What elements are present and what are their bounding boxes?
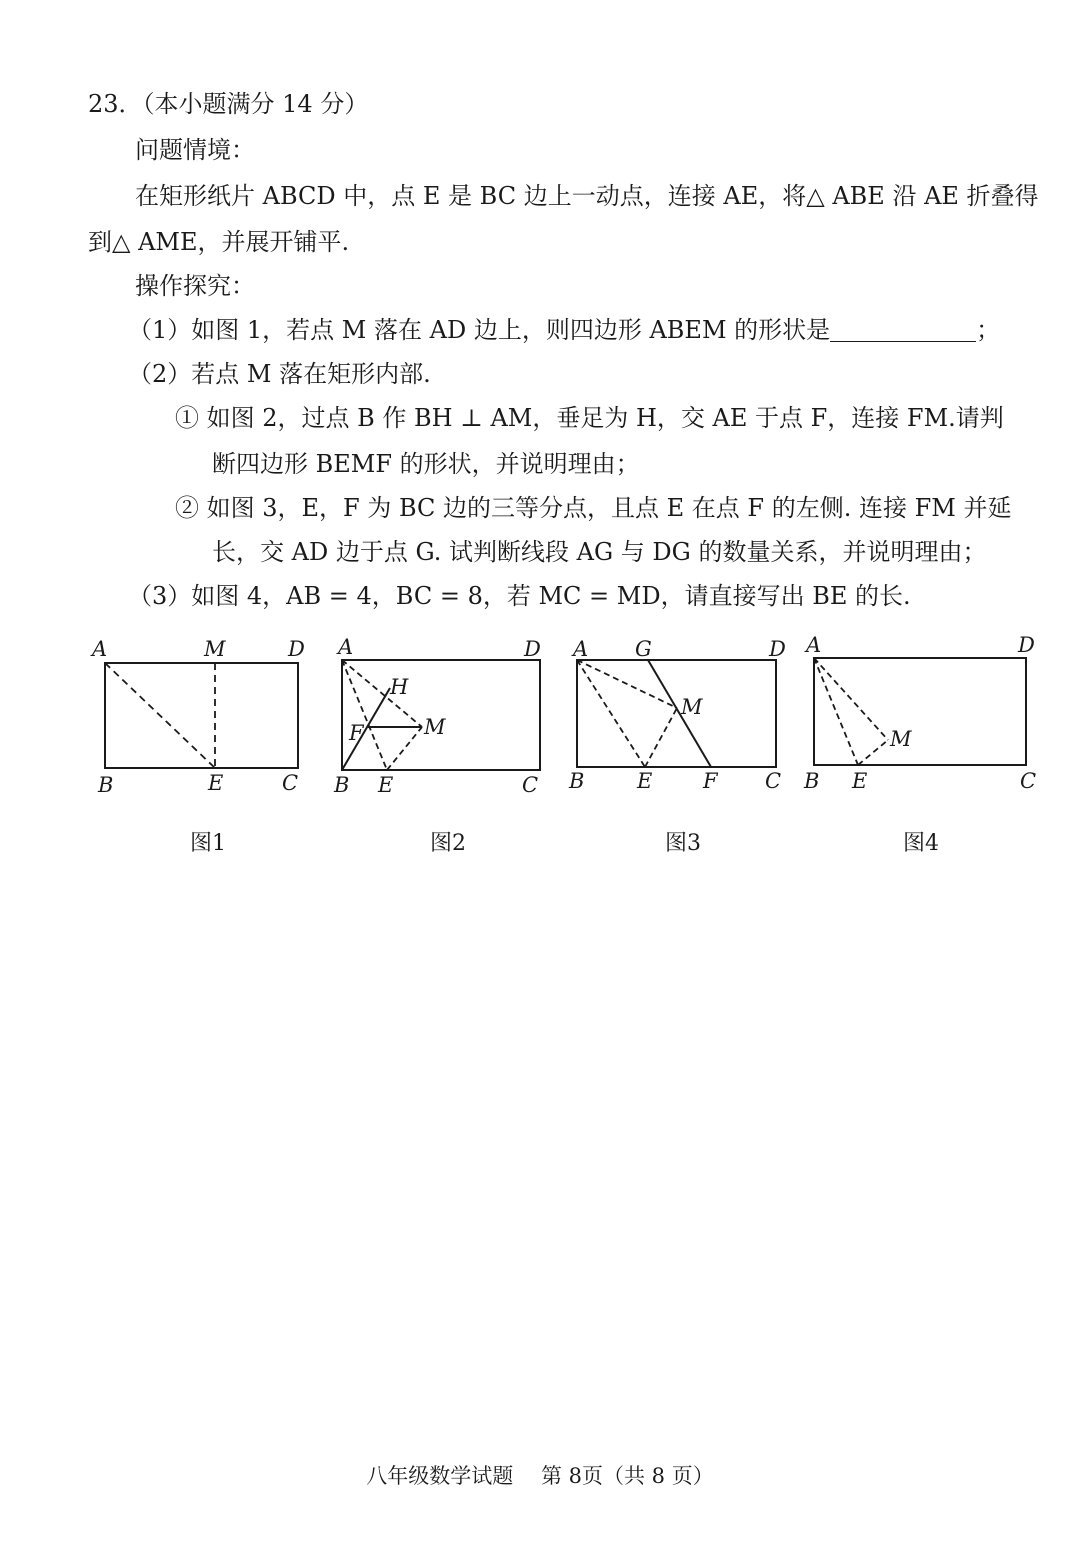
question-2a-line-1: ① 如图 2，过点 B 作 BH ⊥ AM，垂足为 H，交 AE 于点 F，连接 FM.请判	[175, 404, 1004, 432]
explore-title: 操作探究：	[135, 272, 255, 300]
caption-figure-3: 图3	[665, 831, 701, 856]
caption-figure-4: 图4	[903, 831, 939, 856]
label-a: A	[573, 637, 589, 661]
label-f: F	[703, 769, 718, 793]
page-footer: 八年级数学试题 第 8页（共 8 页）	[366, 1464, 714, 1488]
label-e: E	[208, 771, 224, 795]
figure-1-diagram	[90, 630, 320, 800]
label-c: C	[522, 773, 539, 797]
caption-figure-1: 图1	[190, 831, 226, 856]
label-b: B	[334, 773, 350, 797]
label-c: C	[282, 771, 299, 795]
figure-2-diagram	[330, 630, 560, 800]
question-1-text: （1）如图 1，若点 M 落在 AD 边上，则四边形 ABEM 的形状是	[128, 316, 831, 344]
situation-line-1: 在矩形纸片 ABCD 中，点 E 是 BC 边上一动点，连接 AE，将△ ABE 沿 AE 折叠得	[135, 182, 1039, 210]
figure-3	[565, 630, 795, 804]
caption-figure-2: 图2	[430, 831, 466, 856]
label-g: G	[635, 637, 652, 661]
label-c: C	[765, 769, 782, 793]
label-d: D	[288, 637, 305, 661]
label-a: A	[806, 633, 822, 657]
label-c: C	[1020, 769, 1037, 793]
fold-line-ae	[814, 658, 858, 765]
fold-line-ae	[577, 660, 645, 767]
label-d: D	[769, 637, 786, 661]
question-1	[128, 314, 1000, 346]
question-3: （3）如图 4，AB = 4，BC = 8，若 MC = MD，请直接写出 BE 的长.	[128, 582, 911, 610]
label-a: A	[338, 635, 354, 659]
figure-4	[802, 630, 1052, 804]
label-m: M	[890, 727, 912, 751]
question-2: （2）若点 M 落在矩形内部.	[128, 360, 431, 388]
segment-em	[858, 740, 888, 765]
rectangle-abcd	[105, 663, 298, 768]
label-m: M	[424, 715, 446, 739]
problem-header: 23．（本小题满分 14 分）	[88, 90, 369, 118]
segment-am	[814, 658, 888, 740]
rectangle-abcd	[814, 658, 1026, 765]
label-m: M	[204, 637, 226, 661]
label-m: M	[681, 695, 703, 719]
segment-em	[645, 708, 677, 767]
segment-am	[342, 660, 422, 727]
label-e: E	[637, 769, 653, 793]
label-b: B	[569, 769, 585, 793]
situation-line-2: 到△ AME，并展开铺平.	[88, 228, 350, 256]
label-a: A	[92, 637, 108, 661]
segment-em	[387, 727, 422, 770]
label-f: F	[349, 721, 364, 745]
label-b: B	[804, 769, 820, 793]
answer-blank[interactable]	[830, 319, 976, 342]
label-e: E	[378, 773, 394, 797]
question-2a-line-2: 断四边形 BEMF 的形状，并说明理由；	[212, 450, 640, 478]
label-d: D	[524, 637, 541, 661]
label-b: B	[98, 773, 114, 797]
figure-1	[90, 630, 320, 804]
rectangle-abcd	[577, 660, 776, 767]
figure-4-diagram	[802, 630, 1052, 800]
fold-line-ae	[105, 663, 215, 768]
question-1-end: ；	[976, 316, 1001, 344]
figure-3-diagram	[565, 630, 795, 800]
label-h: H	[390, 675, 409, 699]
fold-line-ae	[342, 660, 387, 770]
figure-2	[330, 630, 560, 804]
question-2b-line-1: ② 如图 3，E，F 为 BC 边的三等分点，且点 E 在点 F 的左侧. 连接 FM 并延	[175, 494, 1012, 522]
label-e: E	[852, 769, 868, 793]
situation-title: 问题情境：	[135, 136, 255, 164]
question-2b-line-2: 长，交 AD 边于点 G. 试判断线段 AG 与 DG 的数量关系，并说明理由；	[212, 538, 987, 566]
label-d: D	[1018, 633, 1035, 657]
